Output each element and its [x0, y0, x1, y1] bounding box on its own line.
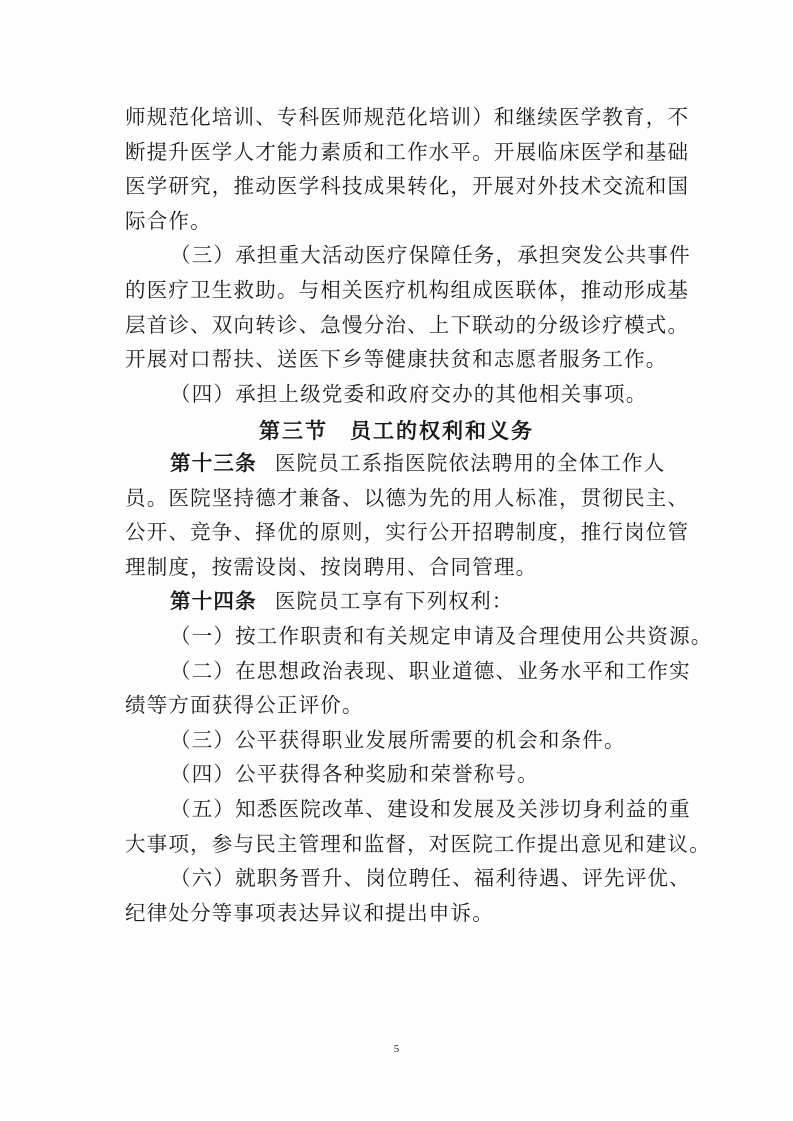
paragraph-line: （四）承担上级党委和政府交办的其他相关事项。: [170, 382, 648, 406]
paragraph-line: 大事项，参与民主管理和监督，对医院工作提出意见和建议。: [125, 832, 711, 856]
paragraph-line: 理制度，按需设岗、按岗聘用、合同管理。: [125, 555, 538, 579]
paragraph-line: 际合作。: [125, 209, 212, 233]
list-item: （一）按工作职责和有关规定申请及合理使用公共资源。: [170, 624, 713, 648]
paragraph-line: 层首诊、双向转诊、急慢分治、上下联动的分级诊疗模式。: [125, 313, 690, 337]
paragraph-line: 医学研究，推动医学科技成果转化，开展对外技术交流和国: [125, 174, 690, 198]
article-13-label: 第十三条: [170, 451, 257, 475]
list-item: （五）知悉医院改革、建设和发展及关涉切身利益的重: [170, 797, 691, 821]
page-number: 5: [393, 1043, 400, 1055]
article-14-text: 医院员工享有下列权利：: [274, 589, 514, 613]
paragraph-line: 师规范化培训、专科医师规范化培训）和继续医学教育，不: [125, 105, 690, 129]
section-heading: [0, 415, 793, 445]
article-14-first-line: [170, 588, 514, 614]
paragraph-line: （三）承担重大活动医疗保障任务，承担突发公共事件: [170, 243, 691, 267]
section-number: 第三节: [259, 418, 328, 443]
section-title: 员工的权利和义务: [350, 418, 534, 443]
paragraph-line: 纪律处分等事项表达异议和提出申诉。: [125, 901, 494, 925]
article-13-first-line: [170, 450, 665, 476]
article-14-label: 第十四条: [170, 589, 257, 613]
paragraph-line: 断提升医学人才能力素质和工作水平。开展临床医学和基础: [125, 140, 690, 164]
paragraph-line: 开展对口帮扶、送医下乡等健康扶贫和志愿者服务工作。: [125, 347, 668, 371]
list-item: （四）公平获得各种奖励和荣誉称号。: [170, 762, 539, 786]
list-item: （三）公平获得职业发展所需要的机会和条件。: [170, 728, 626, 752]
paragraph-line: 公开、竞争、择优的原则，实行公开招聘制度，推行岗位管: [125, 520, 690, 544]
paragraph-line: 绩等方面获得公正评价。: [125, 693, 364, 717]
list-item: （六）就职务晋升、岗位聘任、福利待遇、评先评优、: [170, 866, 691, 890]
article-13-text: 医院员工系指医院依法聘用的全体工作人: [274, 451, 666, 475]
paragraph-line: 的医疗卫生救助。与相关医疗机构组成医联体，推动形成基: [125, 278, 690, 302]
paragraph-line: 员。医院坚持德才兼备、以德为先的用人标准，贯彻民主、: [125, 486, 690, 510]
list-item: （二）在思想政治表现、职业道德、业务水平和工作实: [170, 659, 691, 683]
